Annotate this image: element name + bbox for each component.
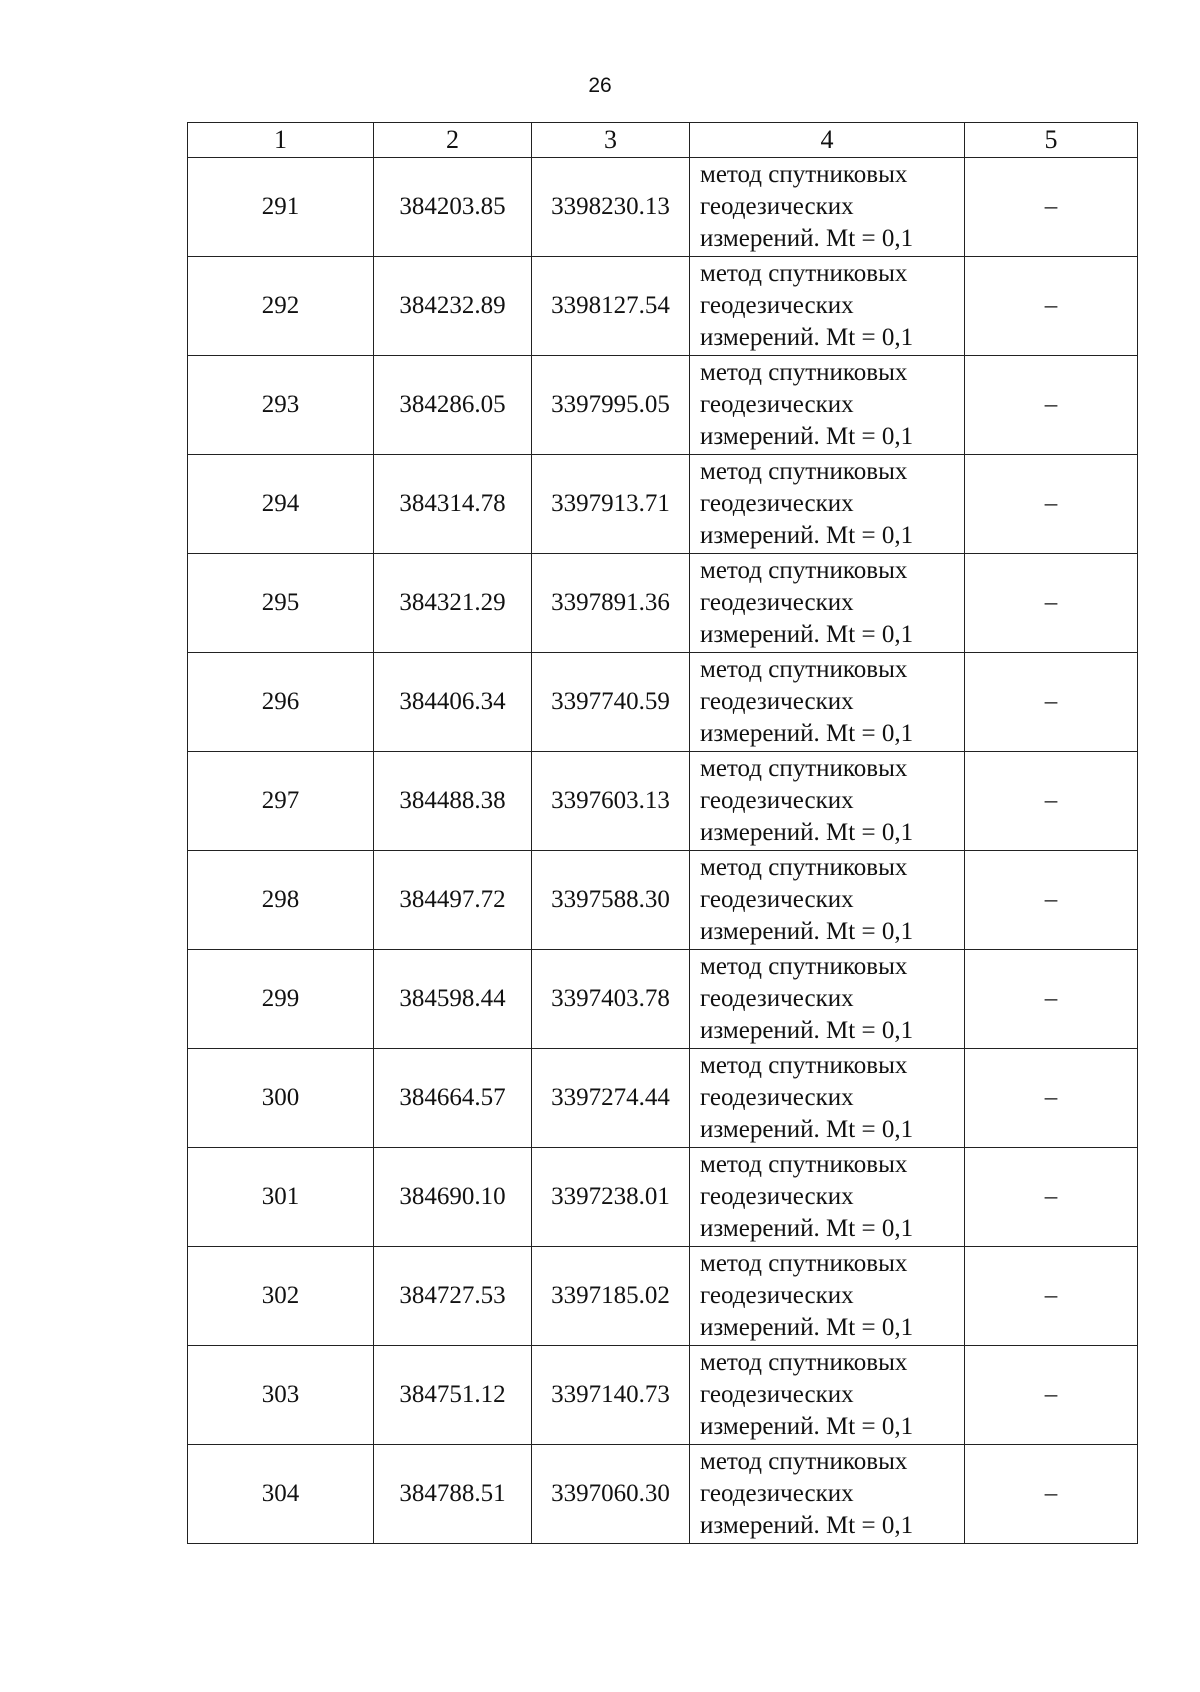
method-line: метод спутниковых bbox=[700, 656, 908, 683]
table-header bbox=[188, 123, 1138, 158]
x-coordinate-cell: 384321.29 bbox=[374, 554, 532, 653]
y-coordinate-cell: 3397238.01 bbox=[532, 1148, 690, 1247]
method-cell bbox=[690, 1247, 965, 1346]
method-line: измерений. Mt = 0,1 bbox=[700, 1314, 914, 1341]
note-cell: – bbox=[965, 158, 1138, 257]
note-cell: – bbox=[965, 752, 1138, 851]
column-header: 3 bbox=[532, 123, 690, 158]
note-cell: – bbox=[965, 1148, 1138, 1247]
method-line: измерений. Mt = 0,1 bbox=[700, 1017, 914, 1044]
method-line: метод спутниковых bbox=[700, 1250, 908, 1277]
point-number-cell: 304 bbox=[188, 1445, 374, 1544]
y-coordinate-cell: 3398230.13 bbox=[532, 158, 690, 257]
method-cell bbox=[690, 554, 965, 653]
point-number-cell: 303 bbox=[188, 1346, 374, 1445]
point-number-cell: 299 bbox=[188, 950, 374, 1049]
method-cell bbox=[690, 356, 965, 455]
table-row bbox=[188, 356, 1138, 455]
point-number-cell: 296 bbox=[188, 653, 374, 752]
table-row bbox=[188, 1346, 1138, 1445]
method-cell bbox=[690, 1049, 965, 1148]
note-cell: – bbox=[965, 455, 1138, 554]
x-coordinate-cell: 384664.57 bbox=[374, 1049, 532, 1148]
table-row bbox=[188, 158, 1138, 257]
method-line: геодезических bbox=[700, 985, 854, 1012]
y-coordinate-cell: 3397274.44 bbox=[532, 1049, 690, 1148]
table-row bbox=[188, 257, 1138, 356]
point-number-cell: 291 bbox=[188, 158, 374, 257]
method-line: метод спутниковых bbox=[700, 557, 908, 584]
x-coordinate-cell: 384497.72 bbox=[374, 851, 532, 950]
method-line: геодезических bbox=[700, 886, 854, 913]
table-row bbox=[188, 752, 1138, 851]
note-cell: – bbox=[965, 1346, 1138, 1445]
method-line: геодезических bbox=[700, 1183, 854, 1210]
y-coordinate-cell: 3397891.36 bbox=[532, 554, 690, 653]
method-line: измерений. Mt = 0,1 bbox=[700, 423, 914, 450]
x-coordinate-cell: 384406.34 bbox=[374, 653, 532, 752]
y-coordinate-cell: 3397913.71 bbox=[532, 455, 690, 554]
method-line: метод спутниковых bbox=[700, 359, 908, 386]
point-number-cell: 294 bbox=[188, 455, 374, 554]
note-cell: – bbox=[965, 257, 1138, 356]
note-cell: – bbox=[965, 554, 1138, 653]
method-line: метод спутниковых bbox=[700, 755, 908, 782]
method-line: измерений. Mt = 0,1 bbox=[700, 621, 914, 648]
coordinates-table bbox=[187, 122, 1138, 1544]
table-row bbox=[188, 851, 1138, 950]
x-coordinate-cell: 384232.89 bbox=[374, 257, 532, 356]
method-line: измерений. Mt = 0,1 bbox=[700, 918, 914, 945]
method-cell bbox=[690, 1148, 965, 1247]
y-coordinate-cell: 3397140.73 bbox=[532, 1346, 690, 1445]
method-line: измерений. Mt = 0,1 bbox=[700, 522, 914, 549]
method-line: геодезических bbox=[700, 1381, 854, 1408]
x-coordinate-cell: 384598.44 bbox=[374, 950, 532, 1049]
y-coordinate-cell: 3397995.05 bbox=[532, 356, 690, 455]
note-cell: – bbox=[965, 1445, 1138, 1544]
method-line: метод спутниковых bbox=[700, 260, 908, 287]
column-header: 2 bbox=[374, 123, 532, 158]
method-cell bbox=[690, 851, 965, 950]
y-coordinate-cell: 3397603.13 bbox=[532, 752, 690, 851]
method-line: измерений. Mt = 0,1 bbox=[700, 324, 914, 351]
table-row bbox=[188, 950, 1138, 1049]
table-row bbox=[188, 1049, 1138, 1148]
table-row bbox=[188, 653, 1138, 752]
method-line: геодезических bbox=[700, 787, 854, 814]
note-cell: – bbox=[965, 356, 1138, 455]
point-number-cell: 297 bbox=[188, 752, 374, 851]
point-number-cell: 301 bbox=[188, 1148, 374, 1247]
x-coordinate-cell: 384751.12 bbox=[374, 1346, 532, 1445]
method-line: измерений. Mt = 0,1 bbox=[700, 1215, 914, 1242]
method-cell bbox=[690, 950, 965, 1049]
method-line: геодезических bbox=[700, 391, 854, 418]
method-line: метод спутниковых bbox=[700, 1448, 908, 1475]
y-coordinate-cell: 3397740.59 bbox=[532, 653, 690, 752]
point-number-cell: 302 bbox=[188, 1247, 374, 1346]
method-line: измерений. Mt = 0,1 bbox=[700, 1512, 914, 1539]
point-number-cell: 298 bbox=[188, 851, 374, 950]
method-line: геодезических bbox=[700, 292, 854, 319]
column-header: 1 bbox=[188, 123, 374, 158]
method-cell bbox=[690, 257, 965, 356]
note-cell: – bbox=[965, 653, 1138, 752]
method-line: метод спутниковых bbox=[700, 1349, 908, 1376]
y-coordinate-cell: 3397588.30 bbox=[532, 851, 690, 950]
header-row bbox=[188, 123, 1138, 158]
table-row bbox=[188, 1445, 1138, 1544]
method-line: измерений. Mt = 0,1 bbox=[700, 720, 914, 747]
method-line: метод спутниковых bbox=[700, 1052, 908, 1079]
point-number-cell: 300 bbox=[188, 1049, 374, 1148]
x-coordinate-cell: 384690.10 bbox=[374, 1148, 532, 1247]
y-coordinate-cell: 3398127.54 bbox=[532, 257, 690, 356]
note-cell: – bbox=[965, 950, 1138, 1049]
method-line: метод спутниковых bbox=[700, 1151, 908, 1178]
method-cell bbox=[690, 455, 965, 554]
note-cell: – bbox=[965, 1247, 1138, 1346]
table-row bbox=[188, 455, 1138, 554]
method-line: геодезических bbox=[700, 193, 854, 220]
x-coordinate-cell: 384788.51 bbox=[374, 1445, 532, 1544]
x-coordinate-cell: 384727.53 bbox=[374, 1247, 532, 1346]
method-line: геодезических bbox=[700, 490, 854, 517]
point-number-cell: 292 bbox=[188, 257, 374, 356]
page-number: 26 bbox=[588, 74, 612, 97]
point-number-cell: 295 bbox=[188, 554, 374, 653]
y-coordinate-cell: 3397403.78 bbox=[532, 950, 690, 1049]
table-row bbox=[188, 554, 1138, 653]
method-line: метод спутниковых bbox=[700, 161, 908, 188]
method-line: измерений. Mt = 0,1 bbox=[700, 225, 914, 252]
method-cell bbox=[690, 653, 965, 752]
column-header: 5 bbox=[965, 123, 1138, 158]
method-line: метод спутниковых bbox=[700, 953, 908, 980]
note-cell: – bbox=[965, 1049, 1138, 1148]
method-line: метод спутниковых bbox=[700, 458, 908, 485]
method-line: измерений. Mt = 0,1 bbox=[700, 1413, 914, 1440]
method-line: геодезических bbox=[700, 1084, 854, 1111]
point-number-cell: 293 bbox=[188, 356, 374, 455]
method-line: геодезических bbox=[700, 1282, 854, 1309]
method-cell bbox=[690, 158, 965, 257]
x-coordinate-cell: 384314.78 bbox=[374, 455, 532, 554]
column-header: 4 bbox=[690, 123, 965, 158]
method-line: метод спутниковых bbox=[700, 854, 908, 881]
method-line: геодезических bbox=[700, 589, 854, 616]
table-body bbox=[188, 158, 1138, 1544]
y-coordinate-cell: 3397185.02 bbox=[532, 1247, 690, 1346]
table-row bbox=[188, 1247, 1138, 1346]
x-coordinate-cell: 384488.38 bbox=[374, 752, 532, 851]
x-coordinate-cell: 384203.85 bbox=[374, 158, 532, 257]
note-cell: – bbox=[965, 851, 1138, 950]
method-line: геодезических bbox=[700, 688, 854, 715]
table-row bbox=[188, 1148, 1138, 1247]
method-cell bbox=[690, 1346, 965, 1445]
method-cell bbox=[690, 1445, 965, 1544]
x-coordinate-cell: 384286.05 bbox=[374, 356, 532, 455]
method-line: измерений. Mt = 0,1 bbox=[700, 819, 914, 846]
y-coordinate-cell: 3397060.30 bbox=[532, 1445, 690, 1544]
method-line: измерений. Mt = 0,1 bbox=[700, 1116, 914, 1143]
method-cell bbox=[690, 752, 965, 851]
method-line: геодезических bbox=[700, 1480, 854, 1507]
